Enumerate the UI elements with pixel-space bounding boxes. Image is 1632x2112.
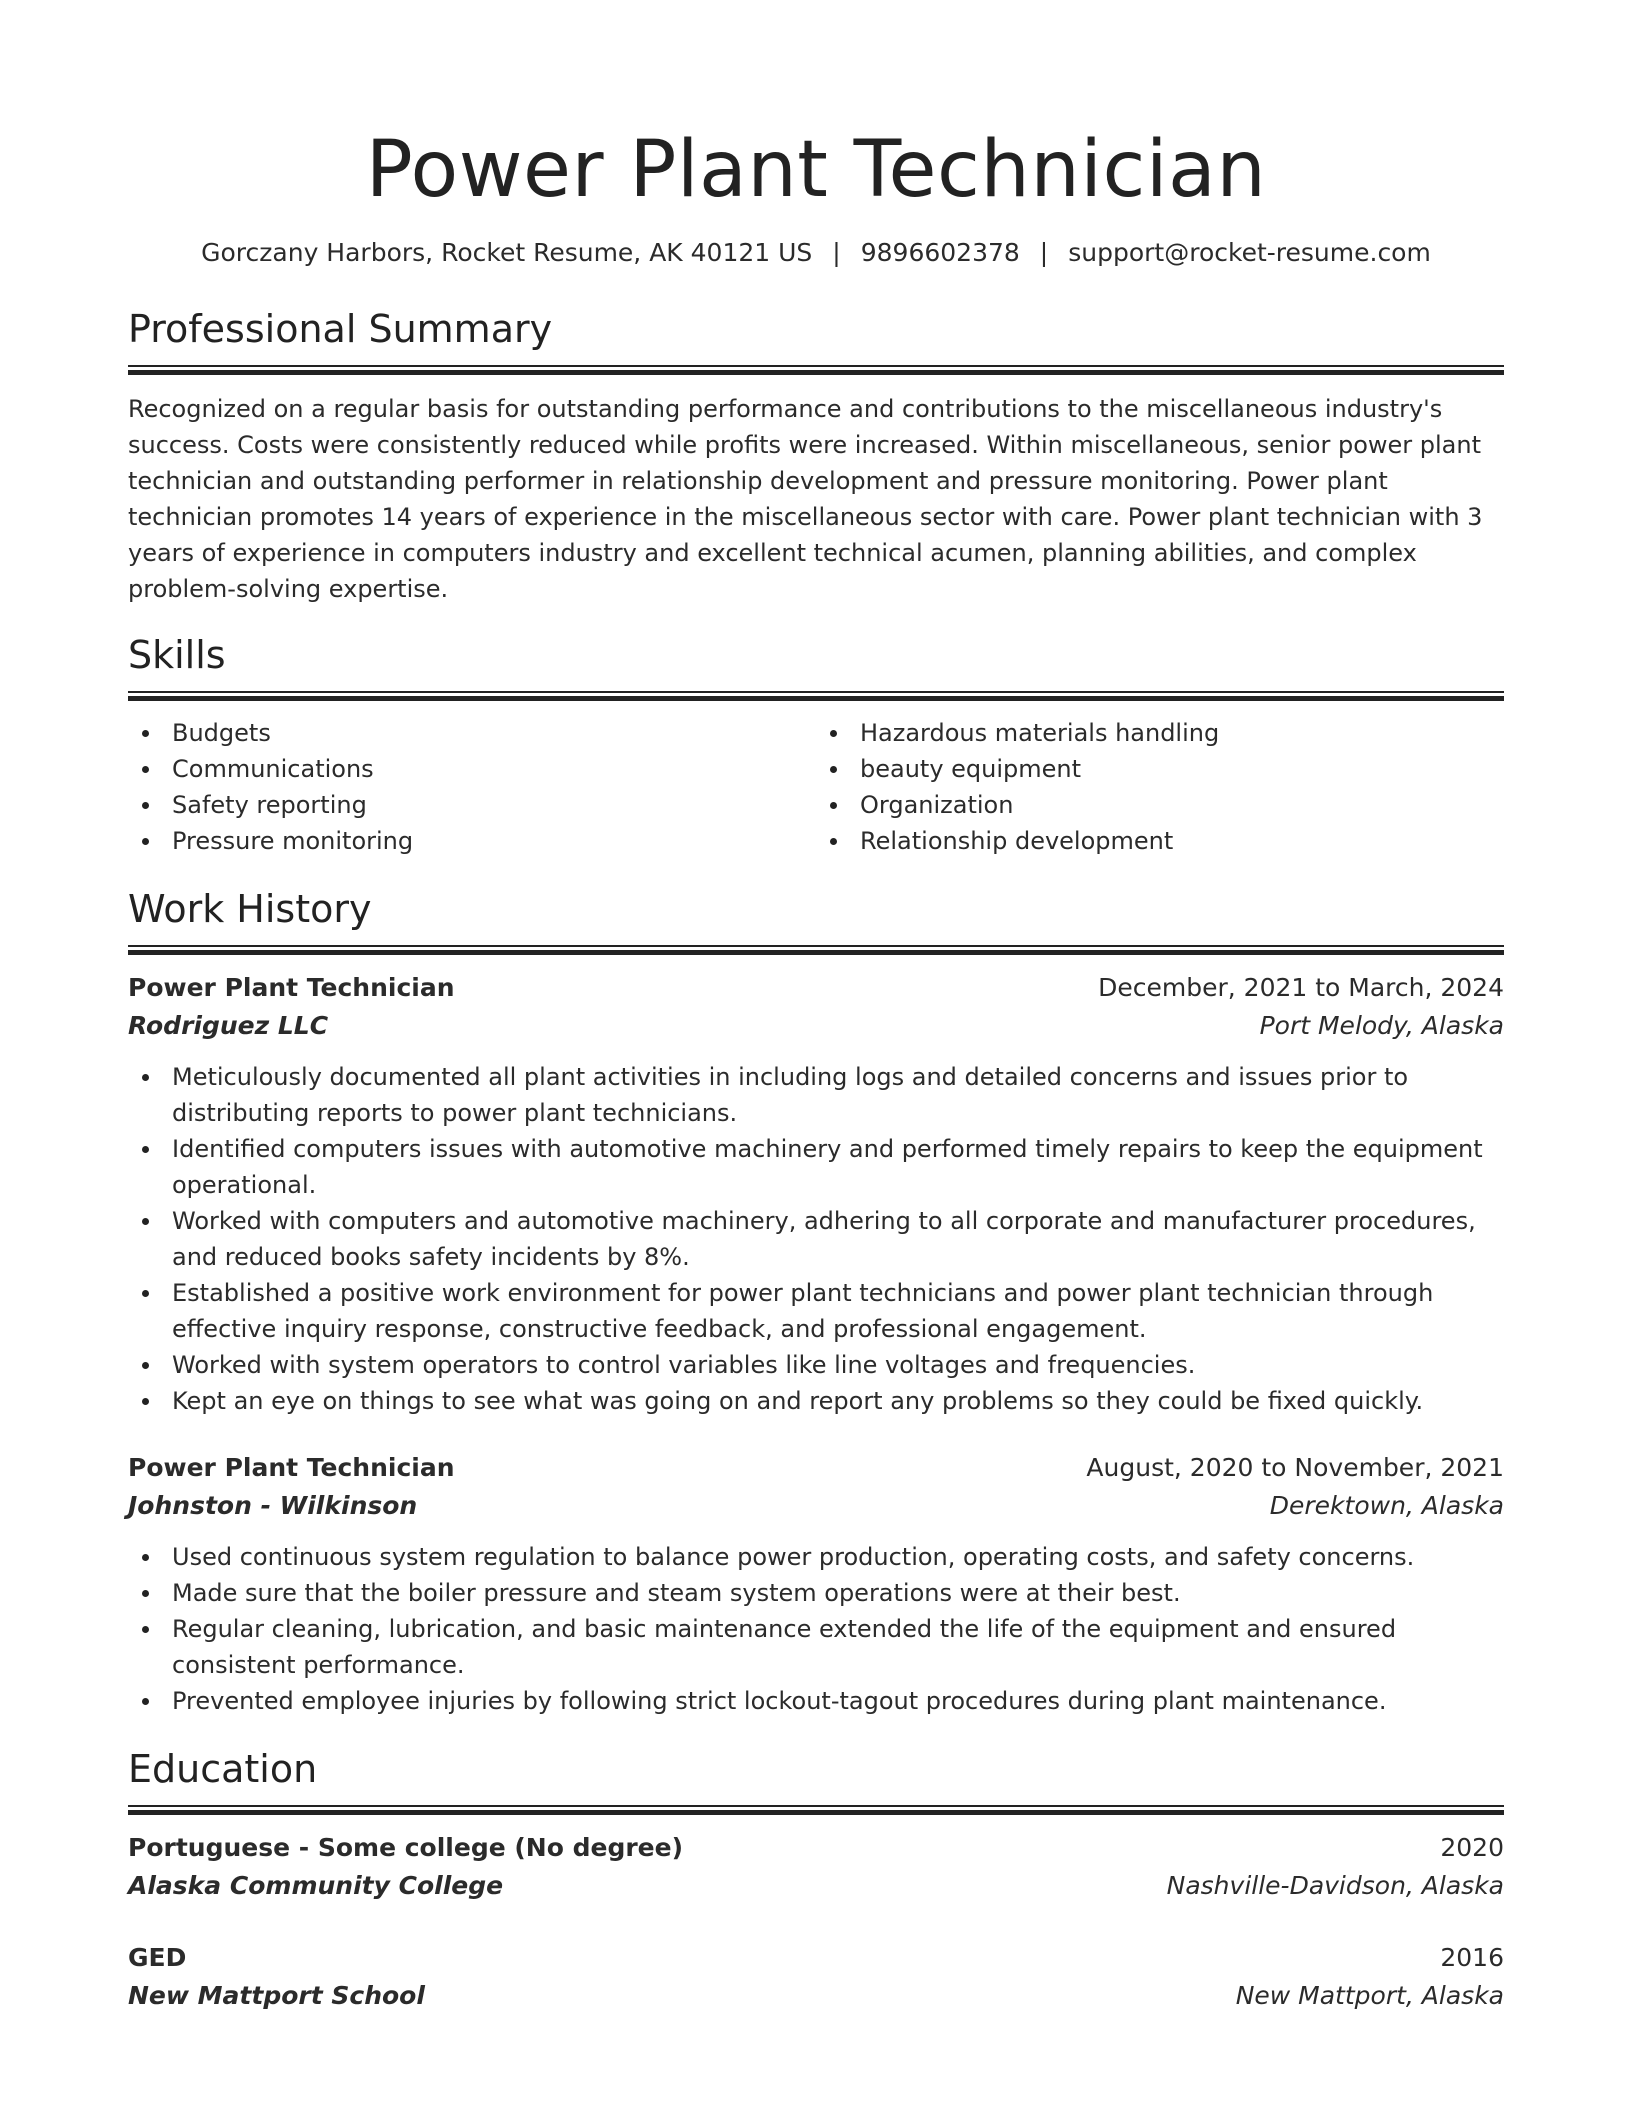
skill-item: Communications (128, 751, 816, 787)
skill-item: Safety reporting (128, 787, 816, 823)
work-history-section (128, 885, 1504, 1719)
section-title-skills: Skills (128, 633, 226, 677)
resume-page (128, 0, 1504, 2015)
job-bullet: Worked with computers and automotive machinery, adhering to all corporate and manufacturer procedures, and reduced books safety incidents by 8%. (128, 1203, 1504, 1275)
job-location: Port Melody, Alaska (1259, 1011, 1504, 1040)
education-location: Nashville-Davidson, Alaska (1166, 1871, 1504, 1900)
job-bullet: Used continuous system regulation to balance power production, operating costs, and safety concerns. (128, 1539, 1504, 1575)
job-bullet: Kept an eye on things to see what was going on and report any problems so they could be fixed quickly. (128, 1383, 1504, 1419)
education-location: New Mattport, Alaska (1235, 1981, 1504, 2010)
job-location: Derektown, Alaska (1269, 1491, 1504, 1520)
job-bullets (128, 1539, 1504, 1719)
skill-item: Organization (816, 787, 1504, 823)
education-entry (128, 1829, 1504, 1905)
education-section (128, 1745, 1504, 2015)
section-divider (128, 1805, 1504, 1815)
job-dates: August, 2020 to November, 2021 (1086, 1453, 1504, 1482)
section-divider (128, 691, 1504, 701)
skills-column-right (816, 715, 1504, 859)
contact-separator: | (832, 238, 841, 267)
job-bullet: Made sure that the boiler pressure and steam system operations were at their best. (128, 1575, 1504, 1611)
section-title-work-history: Work History (128, 887, 372, 931)
section-divider (128, 365, 1504, 375)
summary-section (128, 305, 1504, 607)
contact-address: Gorczany Harbors, Rocket Resume, AK 40121 US (201, 238, 813, 267)
skills-column-left (128, 715, 816, 859)
job-bullets (128, 1059, 1504, 1419)
education-school: Alaska Community College (128, 1871, 504, 1900)
contact-email[interactable]: support@rocket-resume.com (1068, 238, 1431, 267)
contact-line (128, 238, 1504, 267)
job-dates: December, 2021 to March, 2024 (1098, 973, 1504, 1002)
section-title-summary: Professional Summary (128, 307, 553, 351)
education-year: 2020 (1440, 1833, 1504, 1862)
skill-item: Hazardous materials handling (816, 715, 1504, 751)
job-bullet: Meticulously documented all plant activities in including logs and detailed concerns and issues prior to distributing reports to power plant technicians. (128, 1059, 1504, 1131)
job-entry (128, 1449, 1504, 1719)
education-school: New Mattport School (128, 1981, 425, 2010)
resume-name: Power Plant Technician (365, 125, 1267, 215)
contact-phone[interactable]: 9896602378 (860, 238, 1020, 267)
job-title: Power Plant Technician (128, 1453, 455, 1482)
education-degree: Portuguese - Some college (No degree) (128, 1833, 684, 1862)
skills-section (128, 631, 1504, 859)
section-title-education: Education (128, 1747, 318, 1791)
job-bullet: Regular cleaning, lubrication, and basic maintenance extended the life of the equipment and ensured consistent performance. (128, 1611, 1504, 1683)
job-bullet: Established a positive work environment for power plant technicians and power plant technician through effective inquiry response, constructive feedback, and professional engagement. (128, 1275, 1504, 1347)
job-bullet: Identified computers issues with automotive machinery and performed timely repairs to keep the equipment operational. (128, 1131, 1504, 1203)
skill-item: beauty equipment (816, 751, 1504, 787)
contact-separator: | (1039, 238, 1049, 267)
skill-item: Budgets (128, 715, 816, 751)
skills-list (128, 715, 1504, 859)
job-company: Johnston - Wilkinson (128, 1491, 418, 1520)
job-entry (128, 969, 1504, 1419)
skill-item: Pressure monitoring (128, 823, 816, 859)
job-company: Rodriguez LLC (128, 1011, 329, 1040)
job-title: Power Plant Technician (128, 973, 455, 1002)
job-bullet: Prevented employee injuries by following strict lockout-tagout procedures during plant maintenance. (128, 1683, 1504, 1719)
section-divider (128, 945, 1504, 955)
education-entry (128, 1939, 1504, 2015)
skill-item: Relationship development (816, 823, 1504, 859)
education-degree: GED (128, 1943, 187, 1972)
job-bullet: Worked with system operators to control variables like line voltages and frequencies. (128, 1347, 1504, 1383)
education-year: 2016 (1440, 1943, 1504, 1972)
summary-text: Recognized on a regular basis for outstanding performance and contributions to the miscellaneous industry's success. Costs were consistently reduced while profits were increased. Within miscellaneous, senior power plant technician and outstanding performer in relationship development and pressure monitoring. Power plant technician promotes 14 years of experience in the miscellaneous sector with care. Power plant technician with 3 years of experience in computers industry and excellent technical acumen, planning abilities, and complex problem-solving expertise. (128, 395, 1483, 603)
